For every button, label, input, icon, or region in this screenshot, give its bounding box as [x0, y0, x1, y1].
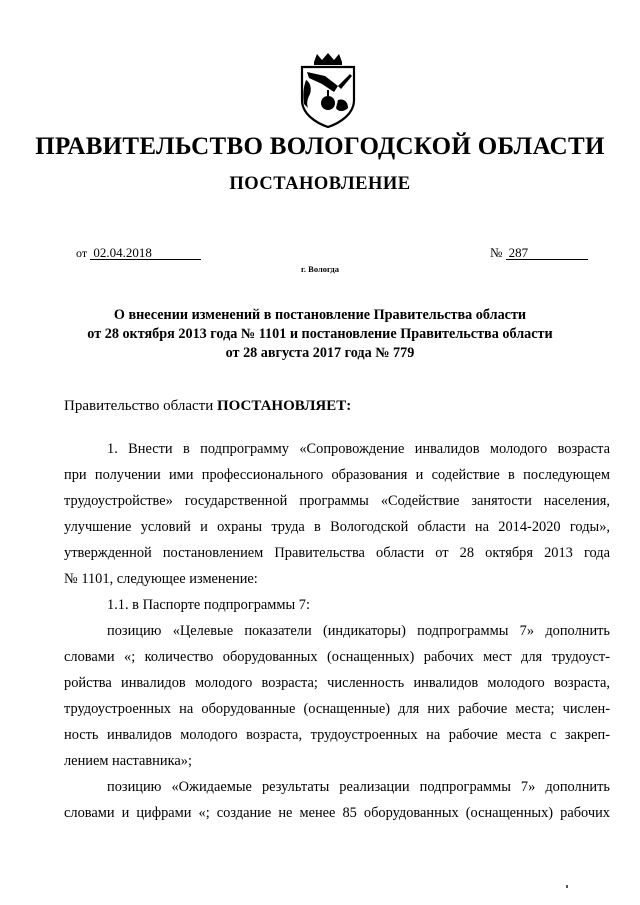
- body-line: словами и цифрами «; создание не менее 85 оборудованных (оснащенных) рабочих: [64, 805, 610, 821]
- date-prefix: от: [76, 246, 88, 260]
- body-line: 1.1. в Паспорте подпрограммы 7:: [107, 597, 310, 613]
- preamble-text: Правительство области: [64, 398, 217, 414]
- body-line: словами «; количество оборудованных (оснащенных) рабочих мест для трудоуст-: [64, 649, 610, 665]
- body-line: при получении ими профессионального образования и содействие в последующем: [64, 467, 610, 483]
- body-line: 1. Внести в подпрограмму «Сопровождение инвалидов молодого возраста: [107, 441, 610, 457]
- government-title: ПРАВИТЕЛЬСТВО ВОЛОГОДСКОЙ ОБЛАСТИ: [35, 133, 605, 160]
- number-value: 287: [506, 246, 588, 260]
- body-line: лением наставника»;: [64, 753, 192, 769]
- date-value: 02.04.2018: [90, 246, 201, 260]
- scan-artifact: [566, 885, 568, 888]
- subject-line: О внесении изменений в постановление Правительства области: [113, 307, 527, 323]
- preamble-decree: ПОСТАНОВЛЯЕТ:: [216, 398, 352, 414]
- subject-line: от 28 августа 2017 года № 779: [225, 345, 415, 361]
- body-line: ройства инвалидов молодого возраста; численность инвалидов молодого возраста,: [64, 675, 610, 691]
- body-line: улучшение условий и охраны труда в Вологодской области на 2014-2020 годы»,: [64, 519, 610, 535]
- subject-line: от 28 октября 2013 года № 1101 и постановление Правительства области: [87, 326, 553, 342]
- city-label: г. Вологда: [301, 264, 339, 274]
- body-line: трудоустройстве» государственной программы «Содействие занятости населения,: [64, 493, 610, 509]
- document-body: [64, 436, 610, 826]
- document-subject: [0, 306, 640, 363]
- coat-of-arms-icon: [298, 52, 358, 128]
- body-line: позицию «Ожидаемые результаты реализации подпрограммы 7» дополнить: [107, 779, 610, 795]
- body-line: трудоустроенных на оборудованные (оснащенные) для них рабочие места; числен-: [64, 701, 610, 717]
- body-line: ность инвалидов молодого возраста, трудоустроенных на рабочие места с закреп-: [64, 727, 610, 743]
- number-field: [490, 245, 588, 261]
- body-line: позицию «Целевые показатели (индикаторы) подпрограммы 7» дополнить: [107, 623, 610, 639]
- number-prefix: №: [490, 245, 503, 260]
- body-line: утвержденной постановлением Правительства области от 28 октября 2013 года: [64, 545, 610, 561]
- preamble: [64, 398, 351, 415]
- body-line: № 1101, следующее изменение:: [64, 571, 258, 587]
- date-field: [76, 245, 201, 261]
- document-type: ПОСТАНОВЛЕНИЕ: [229, 174, 411, 194]
